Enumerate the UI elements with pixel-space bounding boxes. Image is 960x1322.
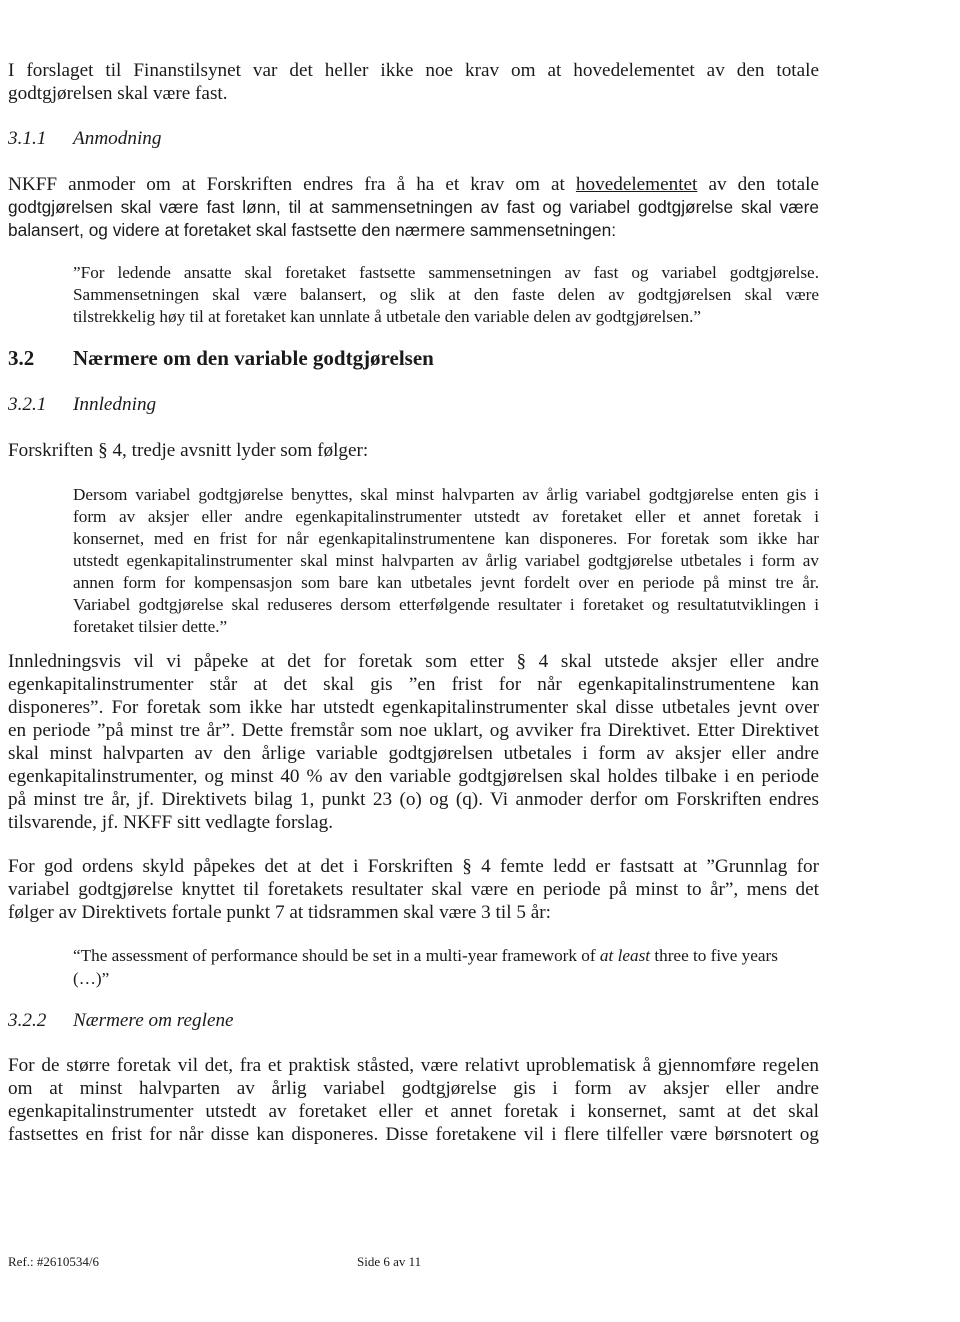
quote3-line-2: (…)” xyxy=(73,969,110,988)
nkff-line-1 xyxy=(8,173,819,196)
quote3-line-1 xyxy=(73,945,778,966)
godordens-line-1: For god ordens skyld påpekes det at det i Forskriften § 4 femte ledd er fastsatt at ”Grunnlag for xyxy=(8,856,819,877)
quote1-line-3: tilstrekkelig høy til at foretaket kan unnlate å utbetale den variable delen av godtgjørelsen.” xyxy=(73,307,702,326)
storre-line-4: fastsettes en frist for når disse kan disponeres. Disse foretakene vil i flere tilfeller være børsnotert og xyxy=(8,1124,819,1145)
storre-line-1: For de større foretak vil det, fra et praktisk ståsted, være relativt uproblematisk å gjennomføre regelen xyxy=(8,1055,819,1076)
footer-page-number: Side 6 av 11 xyxy=(357,1254,422,1269)
innledning-line-4: en periode ”på minst tre år”. Dette fremstår som noe uklart, og avviker fra Direktivet. Etter Direktivet xyxy=(8,720,819,741)
quote2-line-6: Variabel godtgjørelse skal reduseres dersom etterfølgende resultater i foretaket og resultatutviklingen i xyxy=(73,595,819,614)
section-3-2-2-title: Nærmere om reglene xyxy=(73,1010,234,1031)
quote3-line-1-a: “The assessment of performance should be set in a multi-year framework of xyxy=(73,946,600,965)
section-3-1-1-number: 3.1.1 xyxy=(8,128,47,149)
quote1-line-2: Sammensetningen skal være balansert, og slik at den faste delen av godtgjørelsen skal være xyxy=(73,285,819,304)
forskriften-intro: Forskriften § 4, tredje avsnitt lyder som følger: xyxy=(8,440,369,461)
innledning-line-3: disponeres”. For foretak som ikke har utstedt egenkapitalinstrumenter skal disse utbetales jevnt over xyxy=(8,697,819,718)
section-3-2-2-number: 3.2.2 xyxy=(8,1010,47,1031)
section-3-2-1-title: Innledning xyxy=(73,394,157,415)
nkff-line-3: balansert, og videre at foretaket skal fastsette den nærmere sammensetningen: xyxy=(8,220,617,240)
section-3-1-1-title: Anmodning xyxy=(73,128,162,149)
intro-line-2: godtgjørelsen skal være fast. xyxy=(8,83,228,104)
quote2-line-5: annen form for kompensasjon som bare kan utbetales jevnt fordelt over en periode på minst tre år. xyxy=(73,573,819,592)
quote3-at-least-italic: at least xyxy=(599,946,651,965)
quote2-line-7: foretaket tilsier dette.” xyxy=(73,617,228,636)
innledning-line-2: egenkapitalinstrumenter står at det skal gis ”en frist for når egenkapitalinstrumentene kan xyxy=(8,674,819,695)
quote1-line-1: ”For ledende ansatte skal foretaket fastsette sammensetningen av fast og variabel godtgjørelse. xyxy=(73,263,819,282)
godordens-line-3: følger av Direktivets fortale punkt 7 at tidsrammen skal være 3 til 5 år: xyxy=(8,902,551,923)
quote2-line-1: Dersom variabel godtgjørelse benyttes, skal minst halvparten av årlig variabel godtgjørelse enten gis i xyxy=(73,485,819,504)
nkff-line-2: godtgjørelsen skal være fast lønn, til at sammensetningen av fast og variabel godtgjørelse skal være xyxy=(8,197,819,217)
nkff-line-1-a: NKFF anmoder om at Forskriften endres fra å ha et krav om at xyxy=(8,174,576,195)
footer-ref: Ref.: #2610534/6 xyxy=(8,1254,99,1269)
innledning-line-6: egenkapitalinstrumenter, og minst 40 % av den variable godtgjørelsen skal holdes tilbake i en periode xyxy=(8,766,819,787)
section-3-2-number: 3.2 xyxy=(8,346,35,370)
hovedelementet-underlined: hovedelementet xyxy=(575,174,698,195)
intro-line-1: I forslaget til Finanstilsynet var det heller ikke noe krav om at hovedelementet av den totale xyxy=(8,60,819,81)
section-3-2-1-number: 3.2.1 xyxy=(8,394,47,415)
quote2-line-2: form av aksjer eller andre egenkapitalinstrumenter utstedt av foretaket eller et annet foretak i xyxy=(73,507,819,526)
godordens-line-2: variabel godtgjørelse knyttet til foretakets resultater skal være en periode på minst to år”, mens det xyxy=(8,879,819,900)
quote2-line-3: konsernet, med en frist for når egenkapitalinstrumentene kan disponeres. For foretak som ikke har xyxy=(73,529,819,548)
section-3-2-title: Nærmere om den variable godtgjørelsen xyxy=(73,346,434,370)
innledning-line-5: skal minst halvparten av den årlige variable godtgjørelsen utbetales i form av aksjer eller andre xyxy=(8,743,819,764)
storre-line-2: om at minst halvparten av årlig variabel godtgjørelse gis i form av aksjer eller andre xyxy=(8,1078,819,1099)
innledning-line-8: tilsvarende, jf. NKFF sitt vedlagte forslag. xyxy=(8,812,334,833)
quote3-line-1-b: three to five years xyxy=(650,946,778,965)
nkff-line-1-b: av den totale xyxy=(697,174,820,195)
innledning-line-7: på minst tre år, jf. Direktivets bilag 1, punkt 23 (o) og (q). Vi anmoder derfor om Forskriften endres xyxy=(8,789,819,810)
storre-line-3: egenkapitalinstrumenter utstedt av foretaket eller et annet foretak i konsernet, samt at det skal xyxy=(8,1101,819,1122)
quote2-line-4: utstedt egenkapitalinstrumenter skal minst halvparten av årlig variabel godtgjørelse utbetales i form av xyxy=(73,551,819,570)
innledning-line-1: Innledningsvis vil vi påpeke at det for foretak som etter § 4 skal utstede aksjer eller andre xyxy=(8,651,819,672)
